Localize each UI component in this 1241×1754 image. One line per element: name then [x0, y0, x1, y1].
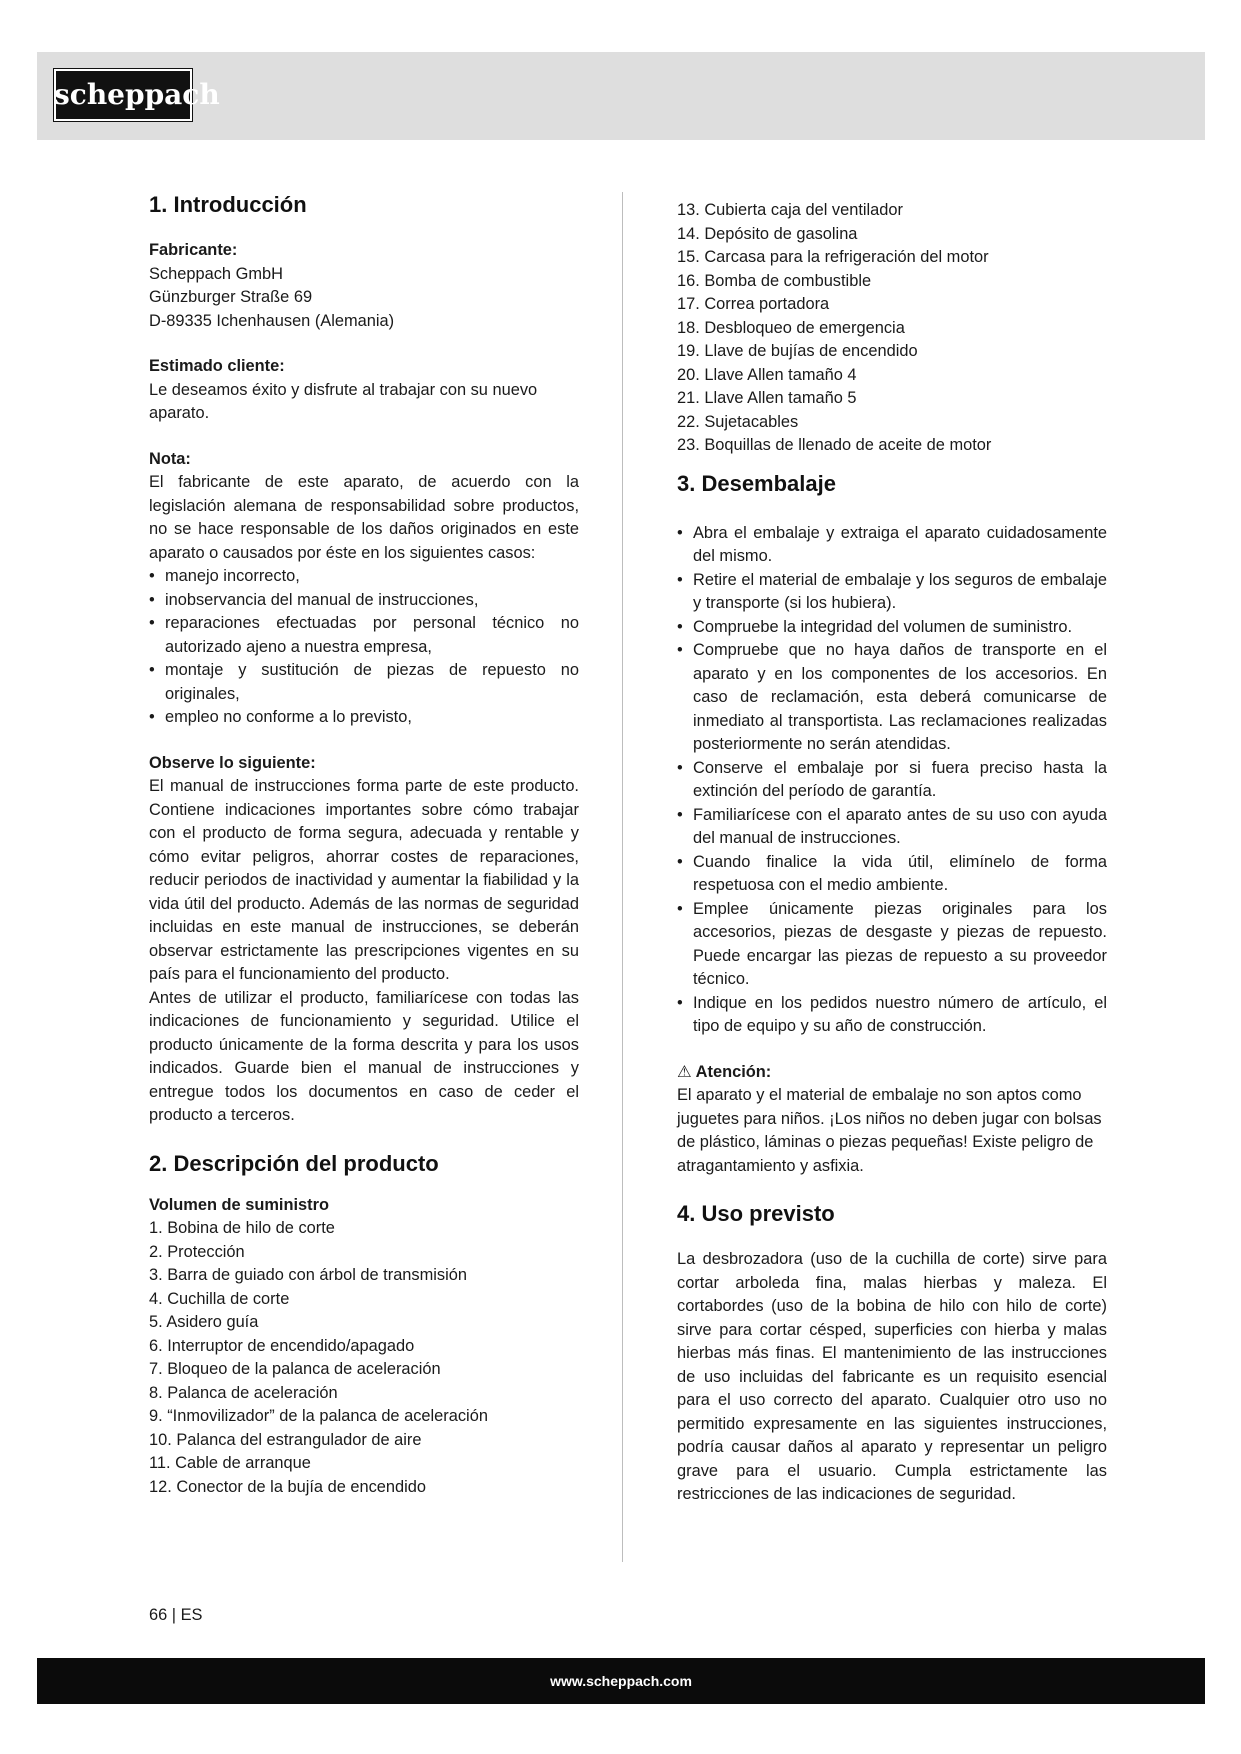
right-column — [677, 199, 1107, 1507]
list-item: • Compruebe la integridad del volumen de suministro. — [677, 616, 1107, 640]
list-item: 16. Bomba de combustible — [677, 271, 872, 290]
list-item: • Indique en los pedidos nuestro número de artículo, el tipo de equipo y su año de construcción. — [677, 992, 1107, 1039]
list-item: • Retire el material de embalaje y los seguros de embalaje y transporte (si los hubiera). — [677, 569, 1107, 616]
intended-use-text: La desbrozadora (uso de la cuchilla de corte) sirve para cortar arboleda fina, malas hierbas y maleza. El cortabordes (uso de la bobina de hilo con hilo de corte) sirve para cortar césped, superficies con hierba y malas hierbas más finas. El mantenimiento de las instrucciones de uso incluidas del fabricante es un requisito esencial para el uso correcto del aparato. Cualquier otro uso no permitido expresamente en las siguientes instrucciones, podría causar daños al aparato y representar un peligro grave para el usuario. Cumpla estrictamente las restricciones de las indicaciones de seguridad. — [677, 1250, 1107, 1503]
note-label: Nota: — [149, 449, 191, 468]
observe-text: El manual de instrucciones forma parte de este producto. Contiene indicaciones importantes sobre cómo trabajar con el producto de forma segura, adecuada y rentable y cómo evitar peligros, ahorrar costes de reparaciones, reducir periodos de inactividad y aumentar la fiabilidad y la vida útil del producto. Además de las normas de seguridad incluidas en este manual de instrucciones, se deberán observar estrictamente las prescripciones vigentes en su país para el funcionamiento del producto. — [149, 777, 579, 983]
list-item: 15. Carcasa para la refrigeración del motor — [677, 248, 989, 266]
list-item: 5. Asidero guía — [149, 1313, 259, 1331]
attention-text: El aparato y el material de embalaje no son aptos como juguetes para niños. ¡Los niños no deben jugar con bolsas de plástico, láminas o piezas pequeñas! Existe peligro de atragantamiento y asfixia. — [677, 1086, 1102, 1175]
list-item: 20. Llave Allen tamaño 4 — [677, 365, 857, 384]
list-item: 1. Bobina de hilo de corte — [149, 1219, 335, 1237]
attention-heading — [677, 1061, 1107, 1085]
column-divider — [622, 192, 623, 1562]
list-item: • Cuando finalice la vida útil, elimínelo de forma respetuosa con el medio ambiente. — [677, 851, 1107, 898]
manufacturer-label: Fabricante: — [149, 241, 238, 259]
attention-label: Atención: — [695, 1062, 772, 1081]
dear-customer-label: Estimado cliente: — [149, 357, 285, 375]
dear-customer-text: Le deseamos éxito y disfrute al trabajar con su nuevo aparato. — [149, 380, 538, 422]
list-item: 8. Palanca de aceleración — [149, 1383, 338, 1402]
observe-text: Antes de utilizar el producto, familiarícese con todas las indicaciones de funcionamiento y seguridad. Utilice el producto únicamente de la forma descrita y para los usos indicados. Guarde bien el manual de instrucciones y entregue todos los documentos en caso de ceder el producto a terceros. — [149, 988, 579, 1124]
manufacturer-line: D-89335 Ichenhausen (Alemania) — [149, 311, 395, 330]
supply-list — [149, 1217, 579, 1499]
list-item: 3. Barra de guiado con árbol de transmisión — [149, 1266, 467, 1284]
list-item: • inobservancia del manual de instrucciones, — [149, 589, 579, 613]
page-number: 66 | ES — [149, 1606, 203, 1624]
unpack-list — [677, 522, 1107, 1039]
list-item: • Abra el embalaje y extraiga el aparato cuidadosamente del mismo. — [677, 522, 1107, 569]
list-item: 9. “Inmovilizador” de la palanca de aceleración — [149, 1407, 488, 1425]
list-item: • Familiarícese con el aparato antes de su uso con ayuda del manual de instrucciones. — [677, 804, 1107, 851]
list-item: 13. Cubierta caja del ventilador — [677, 201, 903, 219]
note-list — [149, 565, 579, 730]
warning-triangle-icon: ⚠ — [677, 1062, 692, 1081]
list-item: • Compruebe que no haya daños de transporte en el aparato y en los componentes de los accesorios. En caso de reclamación, esta deberá comunicarse de inmediato al transportista. Las reclamaciones realizadas posteriormente no serán atendidas. — [677, 639, 1107, 757]
list-item: 22. Sujetacables — [677, 412, 799, 431]
observe-label: Observe lo siguiente: — [149, 753, 316, 772]
list-item: 19. Llave de bujías de encendido — [677, 342, 918, 360]
list-item: 21. Llave Allen tamaño 5 — [677, 389, 857, 407]
list-item: 10. Palanca del estrangulador de aire — [149, 1430, 422, 1449]
left-column — [149, 191, 579, 1499]
list-item: 2. Protección — [149, 1242, 245, 1261]
section-title-description: 2. Descripción del producto — [149, 1150, 439, 1176]
website-link[interactable]: www.scheppach.com — [550, 1673, 692, 1689]
section-title-unpacking: 3. Desembalaje — [677, 470, 836, 496]
list-item: 23. Boquillas de llenado de aceite de motor — [677, 436, 992, 454]
section-title-introduction: 1. Introducción — [149, 192, 307, 217]
list-item: 4. Cuchilla de corte — [149, 1289, 290, 1308]
manufacturer-line: Günzburger Straße 69 — [149, 288, 313, 306]
scheppach-logo: scheppach — [54, 69, 192, 121]
list-item: 6. Interruptor de encendido/apagado — [149, 1336, 415, 1355]
list-item: • manejo incorrecto, — [149, 565, 579, 589]
list-item: 18. Desbloqueo de emergencia — [677, 318, 905, 337]
list-item: 12. Conector de la bujía de encendido — [149, 1477, 427, 1496]
section-title-intended-use: 4. Uso previsto — [677, 1201, 835, 1226]
list-item: 14. Depósito de gasolina — [677, 224, 858, 243]
list-item: • montaje y sustitución de piezas de repuesto no originales, — [149, 659, 579, 706]
note-text: El fabricante de este aparato, de acuerdo con la legislación alemana de responsabilidad sobre productos, no se hace responsable de los daños originados en este aparato o causados por éste en los siguientes casos: — [149, 473, 579, 562]
list-item: 17. Correa portadora — [677, 295, 830, 313]
list-item: • Emplee únicamente piezas originales para los accesorios, piezas de desgaste y piezas de repuesto. Puede encargar las piezas de repuesto a su proveedor técnico. — [677, 898, 1107, 992]
list-item: • reparaciones efectuadas por personal técnico no autorizado ajeno a nuestra empresa, — [149, 612, 579, 659]
manufacturer-line: Scheppach GmbH — [149, 264, 283, 283]
supply-list-continued — [677, 199, 1107, 458]
list-item: 11. Cable de arranque — [149, 1454, 311, 1472]
page-footer — [37, 1658, 1205, 1704]
list-item: 7. Bloqueo de la palanca de aceleración — [149, 1360, 441, 1378]
supply-label: Volumen de suministro — [149, 1195, 330, 1214]
list-item: • Conserve el embalaje por si fuera preciso hasta la extinción del período de garantía. — [677, 757, 1107, 804]
list-item: • empleo no conforme a lo previsto, — [149, 706, 579, 730]
